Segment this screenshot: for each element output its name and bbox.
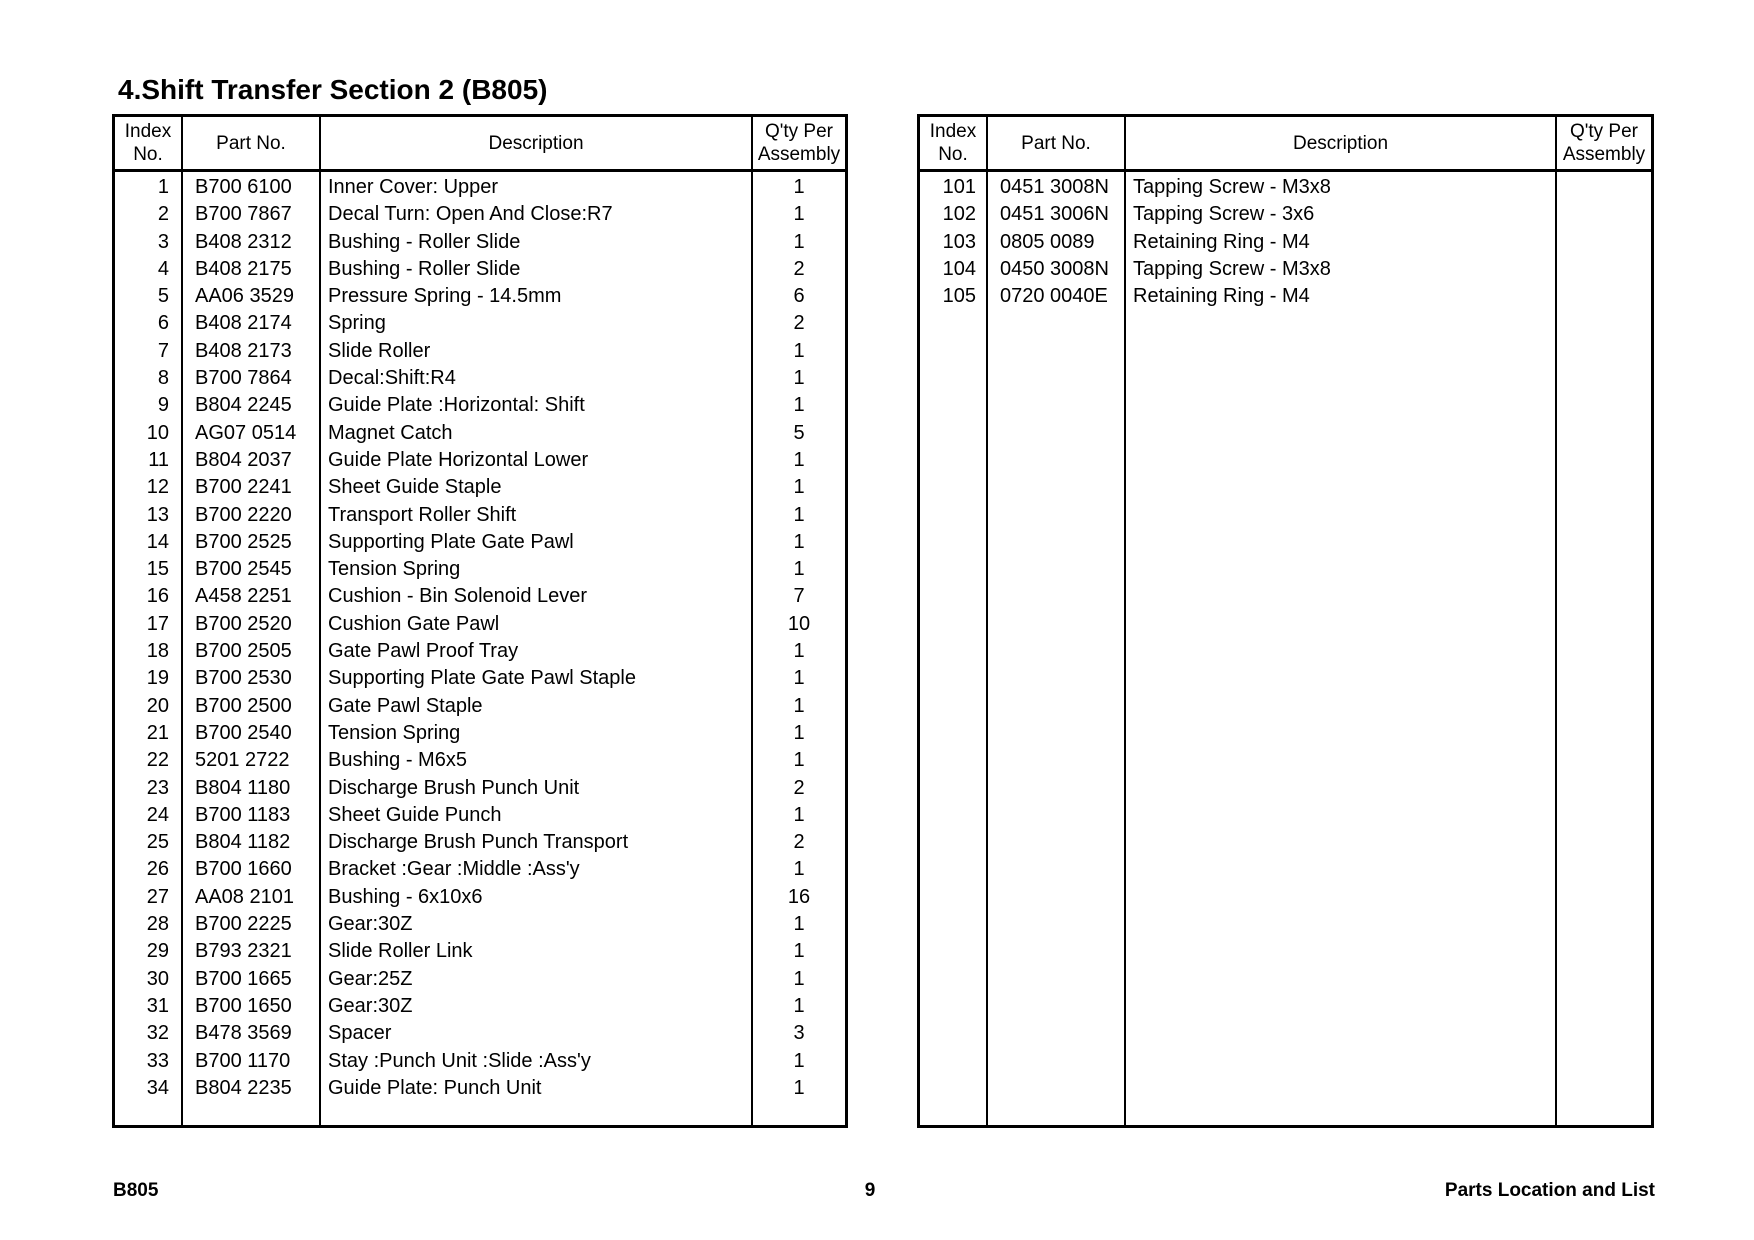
- index-cell: 28: [146, 913, 169, 936]
- description-cell: Supporting Plate Gate Pawl: [328, 530, 574, 553]
- part-no-cell: B700 2505: [195, 640, 292, 663]
- part-no-cell: B408 2174: [195, 312, 292, 335]
- table-row: [920, 256, 1651, 283]
- description-cell: Guide Plate Horizontal Lower: [328, 448, 589, 471]
- index-cell: 102: [942, 203, 976, 226]
- qty-cell: 3: [793, 1022, 805, 1045]
- qty-cell: 1: [793, 503, 805, 526]
- part-no-cell: B408 2173: [195, 339, 292, 362]
- table-row: [115, 256, 845, 283]
- index-cell: 6: [157, 312, 169, 335]
- table-body: [115, 174, 845, 1102]
- index-cell: 25: [146, 831, 169, 854]
- qty-cell: 10: [787, 612, 811, 635]
- description-cell: Gate Pawl Staple: [328, 694, 483, 717]
- index-cell: 105: [942, 285, 976, 308]
- part-no-cell: 0450 3008N: [1000, 257, 1109, 280]
- part-no-cell: B804 1182: [195, 831, 291, 854]
- description-cell: Tapping Screw - M3x8: [1133, 176, 1331, 198]
- part-no-cell: B700 1660: [195, 858, 292, 881]
- footer-section: Parts Location and List: [1444, 1180, 1655, 1201]
- part-no-cell: B700 2540: [195, 721, 292, 744]
- part-no-cell: B700 1170: [195, 1049, 291, 1072]
- index-cell: 9: [157, 394, 169, 417]
- part-no-cell: B804 2245: [195, 394, 292, 417]
- index-cell: 11: [148, 448, 169, 471]
- index-cell: 2: [157, 203, 169, 226]
- table-row: [115, 502, 845, 529]
- index-cell: 22: [146, 749, 169, 772]
- qty-cell: 1: [793, 176, 805, 198]
- index-cell: 8: [157, 367, 169, 390]
- header-part-no: Part No.: [216, 132, 286, 154]
- index-cell: 32: [146, 1022, 169, 1045]
- table-row: [115, 638, 845, 665]
- description-cell: Supporting Plate Gate Pawl Staple: [328, 667, 636, 690]
- description-cell: Sheet Guide Staple: [328, 476, 502, 499]
- index-cell: 23: [146, 776, 169, 799]
- index-cell: 20: [146, 694, 169, 717]
- description-cell: Gear:25Z: [328, 967, 413, 990]
- index-cell: 10: [146, 421, 169, 444]
- qty-cell: 1: [793, 667, 805, 690]
- qty-cell: 1: [793, 940, 805, 963]
- qty-cell: 1: [793, 530, 805, 553]
- qty-cell: 1: [793, 694, 805, 717]
- table-row: [115, 583, 845, 610]
- part-no-cell: B804 2037: [195, 448, 292, 471]
- description-cell: Pressure Spring - 14.5mm: [328, 285, 562, 308]
- table-row: [115, 420, 845, 447]
- qty-cell: 1: [793, 858, 805, 881]
- qty-cell: 1: [793, 558, 805, 581]
- index-cell: 19: [146, 667, 169, 690]
- part-no-cell: B700 2500: [195, 694, 292, 717]
- part-no-cell: 0720 0040E: [1000, 285, 1108, 308]
- description-cell: Guide Plate: Punch Unit: [328, 1076, 542, 1099]
- description-cell: Bushing - M6x5: [328, 749, 467, 772]
- part-no-cell: AG07 0514: [195, 421, 297, 444]
- part-no-cell: B700 2241: [195, 476, 292, 499]
- part-no-cell: AA08 2101: [195, 885, 294, 908]
- part-no-cell: B793 2321: [195, 940, 292, 963]
- part-no-cell: B700 7867: [195, 203, 292, 226]
- table-row: [920, 174, 1651, 201]
- footer-model: B805: [113, 1180, 159, 1201]
- part-no-cell: B700 6100: [195, 176, 292, 198]
- description-cell: Transport Roller Shift: [328, 503, 517, 526]
- table-row: [115, 938, 845, 965]
- description-cell: Bushing - Roller Slide: [328, 257, 521, 280]
- description-cell: Discharge Brush Punch Transport: [328, 831, 629, 854]
- description-cell: Tapping Screw - M3x8: [1133, 257, 1331, 280]
- description-cell: Gear:30Z: [328, 994, 413, 1017]
- part-no-cell: B408 2175: [195, 257, 292, 280]
- index-cell: 30: [146, 967, 169, 990]
- description-cell: Slide Roller Link: [328, 940, 473, 963]
- index-cell: 4: [157, 257, 169, 280]
- qty-cell: 1: [793, 476, 805, 499]
- header-description: Description: [488, 132, 584, 154]
- header-description: Description: [1292, 132, 1389, 154]
- table-row: [115, 611, 845, 638]
- part-no-cell: B700 2545: [195, 558, 292, 581]
- qty-cell: 1: [793, 448, 805, 471]
- qty-cell: 1: [793, 640, 805, 663]
- index-cell: 34: [146, 1076, 169, 1099]
- parts-table-right: [917, 114, 1654, 1128]
- qty-cell: 1: [793, 339, 805, 362]
- table-row: [115, 693, 845, 720]
- description-cell: Sheet Guide Punch: [328, 803, 502, 826]
- table-row: [115, 1048, 845, 1075]
- table-row: [920, 283, 1651, 310]
- table-row: [115, 993, 845, 1020]
- table-row: [115, 229, 845, 256]
- index-cell: 101: [942, 176, 976, 198]
- header-divider: [920, 169, 1651, 172]
- part-no-cell: B700 7864: [195, 367, 292, 390]
- table-row: [115, 747, 845, 774]
- table-row: [115, 474, 845, 501]
- table-row: [115, 775, 845, 802]
- table-row: [115, 365, 845, 392]
- qty-cell: 2: [793, 312, 805, 335]
- part-no-cell: B700 2525: [195, 530, 292, 553]
- description-cell: Retaining Ring - M4: [1133, 285, 1310, 308]
- description-cell: Gear:30Z: [328, 913, 413, 936]
- table-row: [115, 911, 845, 938]
- qty-cell: 1: [793, 994, 805, 1017]
- description-cell: Decal:Shift:R4: [328, 367, 456, 390]
- qty-cell: 1: [793, 913, 805, 936]
- index-cell: 31: [146, 994, 169, 1017]
- description-cell: Cushion - Bin Solenoid Lever: [328, 585, 588, 608]
- table-row: [115, 174, 845, 201]
- table-row: [115, 283, 845, 310]
- part-no-cell: 0805 0089: [1000, 230, 1095, 253]
- table-row: [115, 201, 845, 228]
- qty-cell: 2: [793, 776, 805, 799]
- table-row: [115, 556, 845, 583]
- qty-cell: 1: [793, 1049, 805, 1072]
- index-cell: 21: [146, 721, 169, 744]
- part-no-cell: B408 2312: [195, 230, 292, 253]
- part-no-cell: AA06 3529: [195, 285, 294, 308]
- part-no-cell: B700 1650: [195, 994, 292, 1017]
- description-cell: Bracket :Gear :Middle :Ass'y: [328, 858, 580, 881]
- qty-cell: 1: [793, 721, 805, 744]
- description-cell: Bushing - 6x10x6: [328, 885, 483, 908]
- qty-cell: 1: [793, 749, 805, 772]
- qty-cell: 1: [793, 394, 805, 417]
- index-cell: 33: [146, 1049, 169, 1072]
- description-cell: Tapping Screw - 3x6: [1133, 203, 1315, 226]
- part-no-cell: B804 1180: [195, 776, 291, 799]
- index-cell: 12: [146, 476, 169, 499]
- table-row: [115, 1075, 845, 1102]
- index-cell: 1: [157, 176, 169, 198]
- index-cell: 24: [146, 803, 169, 826]
- description-cell: Gate Pawl Proof Tray: [328, 640, 519, 663]
- description-cell: Stay :Punch Unit :Slide :Ass'y: [328, 1049, 591, 1072]
- header-divider: [115, 169, 845, 172]
- index-cell: 104: [942, 257, 976, 280]
- description-cell: Decal Turn: Open And Close:R7: [328, 203, 613, 226]
- description-cell: Discharge Brush Punch Unit: [328, 776, 580, 799]
- description-cell: Tension Spring: [328, 558, 461, 581]
- index-cell: 5: [157, 285, 169, 308]
- footer-page-number: 9: [864, 1180, 876, 1201]
- table-row: [115, 447, 845, 474]
- index-cell: 7: [157, 339, 169, 362]
- index-cell: 15: [146, 558, 169, 581]
- table-row: [115, 310, 845, 337]
- header-qty: Q'ty Per Assembly: [757, 121, 841, 165]
- table-row: [115, 720, 845, 747]
- table-row: [115, 966, 845, 993]
- description-cell: Magnet Catch: [328, 421, 453, 444]
- header-qty: Q'ty Per Assembly: [1562, 121, 1646, 165]
- index-cell: 13: [146, 503, 169, 526]
- table-row: [115, 856, 845, 883]
- part-no-cell: B700 1183: [195, 803, 291, 826]
- table-row: [115, 802, 845, 829]
- table-row: [115, 392, 845, 419]
- page-title: 4.Shift Transfer Section 2 (B805): [118, 74, 548, 105]
- description-cell: Slide Roller: [328, 339, 431, 362]
- index-cell: 14: [146, 530, 169, 553]
- table-row: [115, 665, 845, 692]
- part-no-cell: B700 2530: [195, 667, 292, 690]
- index-cell: 27: [146, 885, 169, 908]
- part-no-cell: B804 2235: [195, 1076, 292, 1099]
- part-no-cell: B700 2220: [195, 503, 292, 526]
- qty-cell: 6: [793, 285, 805, 308]
- part-no-cell: 0451 3006N: [1000, 203, 1109, 226]
- header-part-no: Part No.: [1021, 132, 1091, 154]
- qty-cell: 1: [793, 967, 805, 990]
- index-cell: 103: [942, 230, 976, 253]
- description-cell: Spring: [328, 312, 386, 335]
- index-cell: 17: [146, 612, 169, 635]
- description-cell: Inner Cover: Upper: [328, 176, 499, 198]
- table-body: [920, 174, 1651, 310]
- qty-cell: 1: [793, 230, 805, 253]
- part-no-cell: B700 2225: [195, 913, 292, 936]
- description-cell: Tension Spring: [328, 721, 461, 744]
- header-index: Index No.: [124, 121, 172, 165]
- part-no-cell: A458 2251: [195, 585, 292, 608]
- header-index: Index No.: [929, 121, 977, 165]
- index-cell: 29: [146, 940, 169, 963]
- index-cell: 26: [146, 858, 169, 881]
- index-cell: 16: [146, 585, 169, 608]
- part-no-cell: 0451 3008N: [1000, 176, 1109, 198]
- parts-table-left: [112, 114, 848, 1128]
- table-row: [115, 884, 845, 911]
- index-cell: 18: [146, 640, 169, 663]
- qty-cell: 1: [793, 203, 805, 226]
- part-no-cell: B478 3569: [195, 1022, 292, 1045]
- qty-cell: 16: [787, 885, 811, 908]
- index-cell: 3: [157, 230, 169, 253]
- part-no-cell: 5201 2722: [195, 749, 290, 772]
- qty-cell: 1: [793, 803, 805, 826]
- table-row: [115, 529, 845, 556]
- qty-cell: 2: [793, 831, 805, 854]
- qty-cell: 1: [793, 367, 805, 390]
- description-cell: Guide Plate :Horizontal: Shift: [328, 394, 585, 417]
- qty-cell: 7: [793, 585, 805, 608]
- description-cell: Retaining Ring - M4: [1133, 230, 1310, 253]
- table-row: [920, 201, 1651, 228]
- qty-cell: 2: [793, 257, 805, 280]
- part-no-cell: B700 1665: [195, 967, 292, 990]
- qty-cell: 5: [793, 421, 805, 444]
- description-cell: Spacer: [328, 1022, 392, 1045]
- description-cell: Bushing - Roller Slide: [328, 230, 521, 253]
- description-cell: Cushion Gate Pawl: [328, 612, 500, 635]
- table-row: [115, 1020, 845, 1047]
- table-row: [920, 229, 1651, 256]
- qty-cell: 1: [793, 1076, 805, 1099]
- table-row: [115, 338, 845, 365]
- part-no-cell: B700 2520: [195, 612, 292, 635]
- table-row: [115, 829, 845, 856]
